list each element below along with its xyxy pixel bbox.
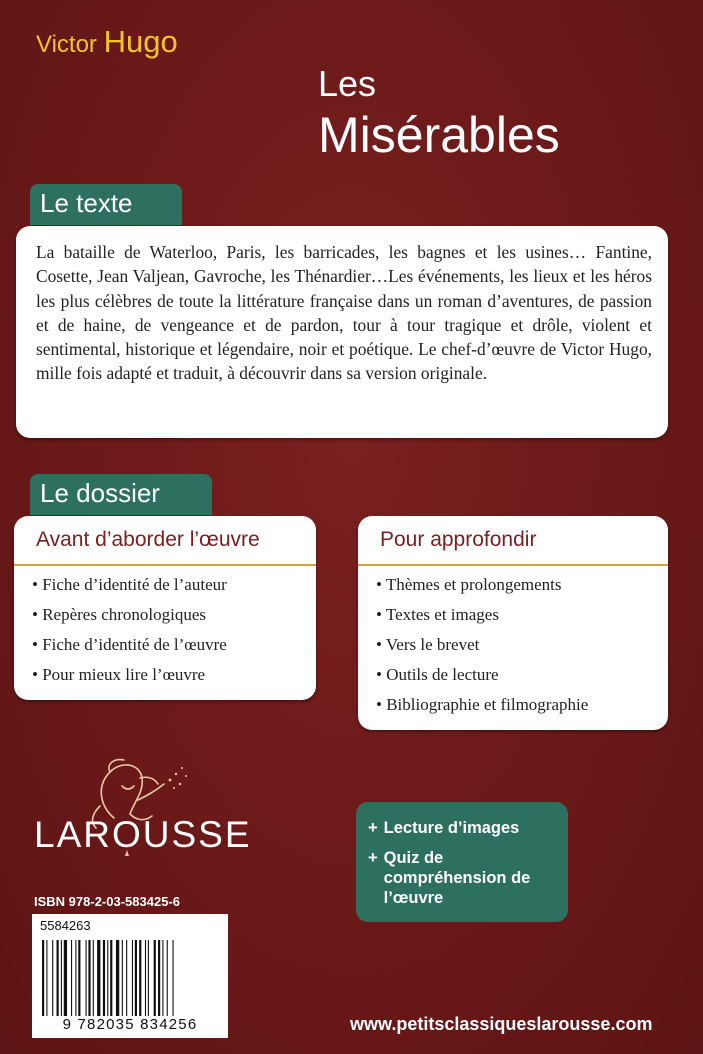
- list-item: • Fiche d’identité de l’auteur: [32, 570, 227, 600]
- title-line-1: Les: [318, 63, 377, 104]
- internal-code: 5584263: [40, 918, 91, 933]
- list-item: • Repères chronologiques: [32, 600, 227, 630]
- list-item: • Fiche d’identité de l’œuvre: [32, 630, 227, 660]
- heading-rule: [358, 564, 668, 566]
- extras-box: [356, 802, 568, 922]
- title-line-2: Misérables: [318, 107, 560, 163]
- barcode-digits: 9 782035 834256: [62, 1016, 198, 1033]
- list-item: • Textes et images: [376, 600, 588, 630]
- extra-item-quiz: [368, 848, 554, 908]
- barcode-panel: [32, 914, 228, 1038]
- avant-list: [32, 570, 227, 690]
- author-first-name: Victor: [36, 31, 97, 58]
- list-item: • Pour mieux lire l’œuvre: [32, 660, 227, 690]
- dossier-box-approfondir: [358, 516, 668, 730]
- extra-item-lecture: [368, 818, 519, 838]
- section-tab-dossier: Le dossier: [30, 474, 212, 515]
- plus-icon: +: [368, 819, 378, 837]
- box-heading-avant: Avant d’aborder l’œuvre: [36, 528, 260, 551]
- author-name: [36, 24, 178, 60]
- list-item: • Vers le brevet: [376, 630, 588, 660]
- texte-summary-box: [16, 226, 668, 438]
- heading-rule: [14, 564, 316, 566]
- box-heading-approfondir: Pour approfondir: [380, 528, 537, 551]
- section-tab-texte: Le texte: [30, 184, 182, 225]
- list-item: • Thèmes et prolongements: [376, 570, 588, 600]
- extra-item-label: Lecture d’images: [383, 819, 520, 837]
- isbn-number: ISBN 978-2-03-583425-6: [34, 894, 180, 909]
- summary-text: La bataille de Waterloo, Paris, les barricades, les bagnes et les usines… Fantine, Cosette, Jean Valjean, Gavroche, les Thénardier…Les événements, les lieux et les héros les plus célèbres de toute la littérature française dans un roman d’aventures, de passion et de haine, de vengeance et de pardon, tour à tour tragique et drôle, violent et sentimental, historique et légendaire, noir et poétique. Le chef-d’œuvre de Victor Hugo, mille fois adapté et traduit, à découvrir dans sa version originale.: [36, 242, 652, 384]
- book-title: [318, 63, 560, 163]
- approfondir-list: [376, 570, 588, 720]
- website-url: www.petitsclassiqueslarousse.com: [350, 1014, 653, 1034]
- plus-icon: +: [368, 849, 378, 867]
- larousse-logotype: LAROUSSE: [34, 814, 252, 855]
- list-item: • Outils de lecture: [376, 660, 588, 690]
- author-last-name: Hugo: [103, 24, 178, 59]
- barcode-icon: [40, 940, 222, 1016]
- dossier-box-avant: [14, 516, 316, 700]
- list-item: • Bibliographie et filmographie: [376, 690, 588, 720]
- extra-item-label: Quiz de compréhension de l’œuvre: [383, 849, 531, 907]
